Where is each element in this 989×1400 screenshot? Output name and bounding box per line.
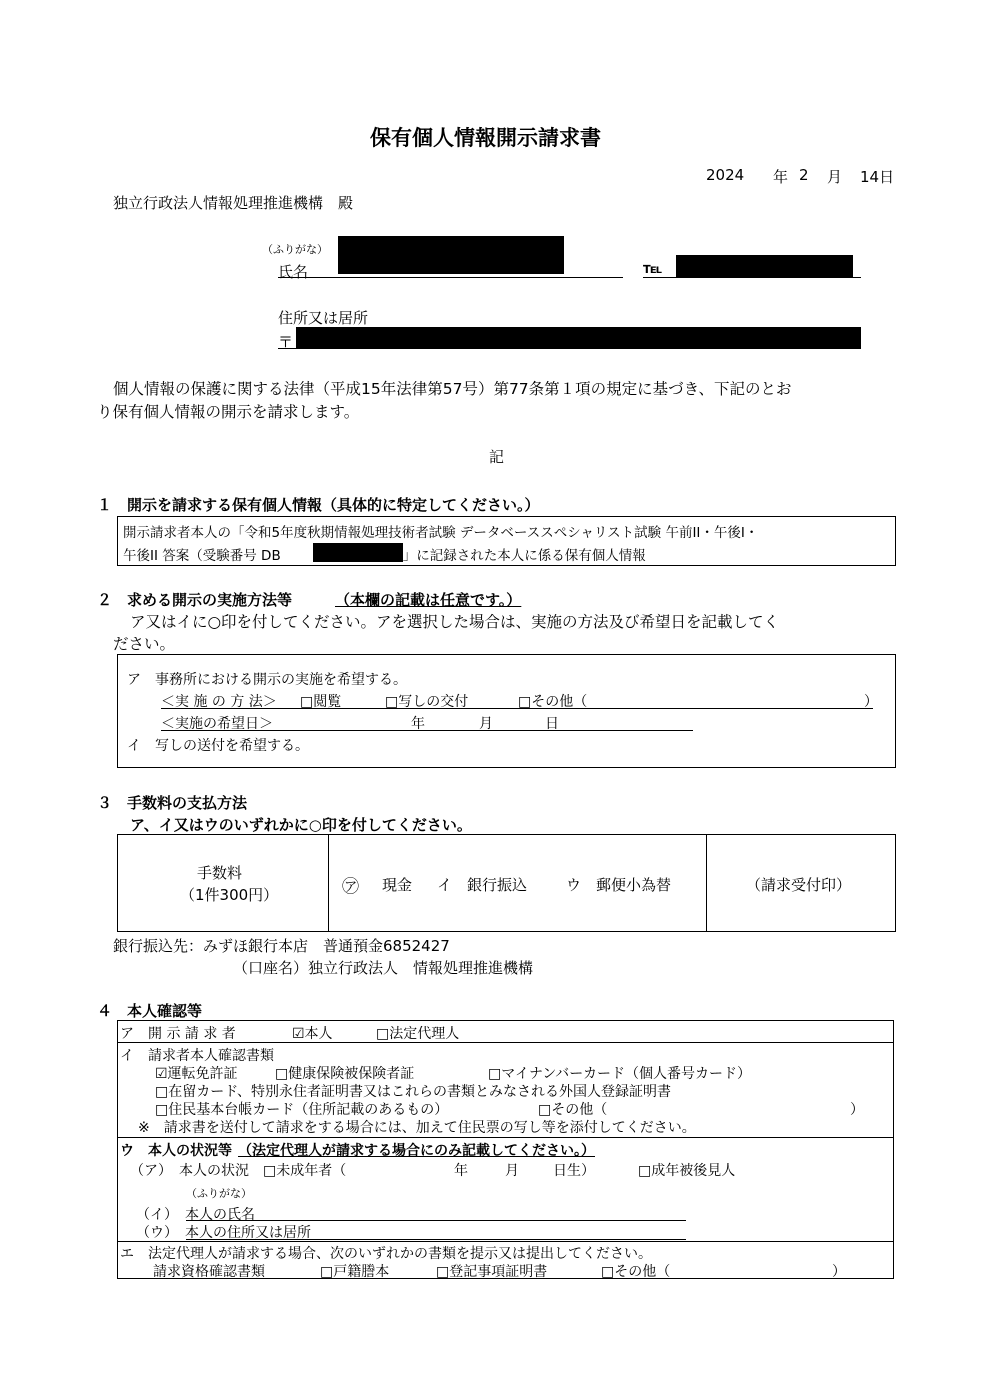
- address-label: 住所又は居所: [278, 309, 369, 327]
- subject-furigana-label: （ふりがな）: [186, 1187, 252, 1200]
- date-wish-month: 月: [479, 716, 493, 732]
- redacted-exam-number: [313, 543, 403, 562]
- date-day: 14日: [860, 168, 895, 186]
- subject-birth-month: 月: [505, 1163, 519, 1179]
- fee-label: 手数料: [197, 864, 243, 882]
- id-residence-card-checkbox[interactable]: □在留カード、特別永住者証明書又はこれらの書類とみなされる外国人登録証明書: [155, 1084, 671, 1100]
- section3-note: ア、イ又はウのいずれかに○印を付してください。: [130, 816, 472, 834]
- date-year-unit: 年: [773, 168, 789, 186]
- subject-minor-checkbox[interactable]: （ア） 本人の状況 □未成年者（: [130, 1163, 347, 1179]
- subject-birth-year: 年: [454, 1163, 468, 1179]
- section1-line-2a: 午後II 答案（受験番号 DB: [123, 548, 281, 564]
- date-month-unit: 月: [827, 168, 843, 186]
- payment-cash-circled[interactable]: ㋐: [342, 877, 359, 897]
- method-label: ＜実 施 の 方 法＞: [161, 694, 277, 710]
- section4-row-divider-2: [117, 1137, 894, 1138]
- id-other-checkbox[interactable]: □その他（: [538, 1102, 608, 1118]
- date-month: 2: [799, 166, 809, 184]
- date-wish-year: 年: [411, 716, 425, 732]
- page-title: 保有個人情報開示請求書: [370, 126, 601, 150]
- fee-value: （1件300円）: [180, 886, 279, 904]
- date-year: 2024: [706, 166, 745, 184]
- method-other-close: ）: [864, 694, 878, 710]
- section2-option-a: ア 事務所における開示の実施を希望する。: [127, 672, 407, 688]
- section4-heading: ４ 本人確認等: [97, 1002, 203, 1020]
- ki-mark: 記: [489, 448, 505, 466]
- bank-info-line-1: 銀行振込先：みずほ銀行本店 普通預金6852427: [113, 937, 450, 955]
- section2-heading: ２ 求める開示の実施方法等: [97, 591, 293, 609]
- id-docs-label: イ 請求者本人確認書類: [120, 1048, 274, 1064]
- agent-other-checkbox[interactable]: □その他（: [601, 1264, 671, 1280]
- date-wish-underline: [161, 730, 693, 731]
- date-wish-label: ＜実施の希望日＞: [161, 716, 273, 732]
- name-underline: [278, 277, 623, 278]
- section2-note-2: ださい。: [113, 635, 176, 653]
- payment-cash-label: 現金: [382, 876, 413, 894]
- payment-postal-option[interactable]: ウ 郵便小為替: [566, 876, 672, 894]
- subject-address-label: （ウ） 本人の住所又は居所: [136, 1225, 311, 1241]
- redacted-tel: [676, 255, 853, 277]
- id-note: ※ 請求書を送付して請求をする場合には、加えて住民票の写し等を添付してください。: [138, 1120, 696, 1136]
- postal-mark: 〒: [278, 333, 294, 351]
- section1-heading: １ 開示を請求する保有個人情報（具体的に特定してください。）: [97, 496, 540, 514]
- subject-address-underline: [186, 1239, 686, 1240]
- fee-divider-2: [706, 834, 707, 932]
- method-copy-checkbox[interactable]: □写しの交付: [385, 694, 469, 710]
- subject-guardian-checkbox[interactable]: □成年被後見人: [638, 1163, 736, 1179]
- agent-docs-instruction: エ 法定代理人が請求する場合、次のいずれかの書類を提示又は提出してください。: [120, 1246, 652, 1262]
- payment-bank-option[interactable]: イ 銀行振込: [437, 876, 528, 894]
- tel-underline: [643, 277, 861, 278]
- address-underline: [278, 348, 861, 349]
- name-label: 氏名: [278, 263, 309, 281]
- redacted-name: [338, 236, 564, 274]
- method-underline: [161, 708, 873, 709]
- furigana-label: （ふりがな）: [262, 243, 328, 256]
- bank-info-line-2: （口座名）独立行政法人 情報処理推進機構: [233, 959, 534, 977]
- section1-line-2b: ）」に記録された本人に係る保有個人情報: [396, 548, 646, 564]
- id-insurance-checkbox[interactable]: □健康保険被保険者証: [275, 1066, 415, 1082]
- requester-agent-checkbox[interactable]: □法定代理人: [376, 1026, 460, 1042]
- id-other-close: ）: [850, 1102, 864, 1118]
- tel-label: ℡: [643, 259, 663, 277]
- method-other-checkbox[interactable]: □その他（: [518, 694, 588, 710]
- section2-note-1: ア又はイに○印を付してください。アを選択した場合は、実施の方法及び希望日を記載してく: [130, 613, 780, 631]
- subject-status-heading: ウ 本人の状況等: [120, 1143, 232, 1159]
- agent-touki-checkbox[interactable]: □登記事項証明書: [436, 1264, 548, 1280]
- id-juki-card-checkbox[interactable]: □住民基本台帳カード（住所記載のあるもの）: [155, 1102, 449, 1118]
- intro-line-2: り保有個人情報の開示を請求します。: [97, 403, 360, 421]
- method-view-checkbox[interactable]: □閲覧: [300, 694, 342, 710]
- subject-name-underline: [186, 1220, 686, 1221]
- agent-koseki-checkbox[interactable]: □戸籍謄本: [320, 1264, 390, 1280]
- subject-status-heading-note: （法定代理人が請求する場合にのみ記載してください。）: [238, 1143, 595, 1159]
- agent-other-close: ）: [832, 1264, 846, 1280]
- reception-stamp-label: （請求受付印）: [746, 876, 852, 894]
- date-wish-day: 日: [545, 716, 559, 732]
- id-license-checkbox[interactable]: ☑運転免許証: [155, 1066, 238, 1082]
- intro-line-1: 個人情報の保護に関する法律（平成15年法律第57号）第77条第１項の規定に基づき、下記のとお: [113, 380, 792, 398]
- requester-type-label: ア 開 示 請 求 者: [120, 1026, 236, 1042]
- section2-option-b: イ 写しの送付を希望する。: [127, 738, 309, 754]
- section3-heading: ３ 手数料の支払方法: [97, 794, 248, 812]
- redacted-address: [296, 327, 861, 348]
- addressee: 独立行政法人情報処理推進機構 殿: [113, 194, 354, 212]
- id-mynumber-checkbox[interactable]: □マイナンバーカード（個人番号カード）: [488, 1066, 751, 1082]
- section1-line-1: 開示請求者本人の「令和5年度秋期情報処理技術者試験 データベーススペシャリスト試験 午前II・午後I・: [123, 525, 759, 541]
- requester-self-checkbox[interactable]: ☑本人: [292, 1026, 333, 1042]
- subject-birth-day: 日生）: [553, 1163, 595, 1179]
- agent-docs-label: 請求資格確認書類: [153, 1264, 265, 1280]
- subject-name-label: （イ） 本人の氏名: [136, 1207, 255, 1223]
- section2-heading-note: （本欄の記載は任意です。）: [335, 591, 522, 609]
- fee-divider-1: [328, 834, 329, 932]
